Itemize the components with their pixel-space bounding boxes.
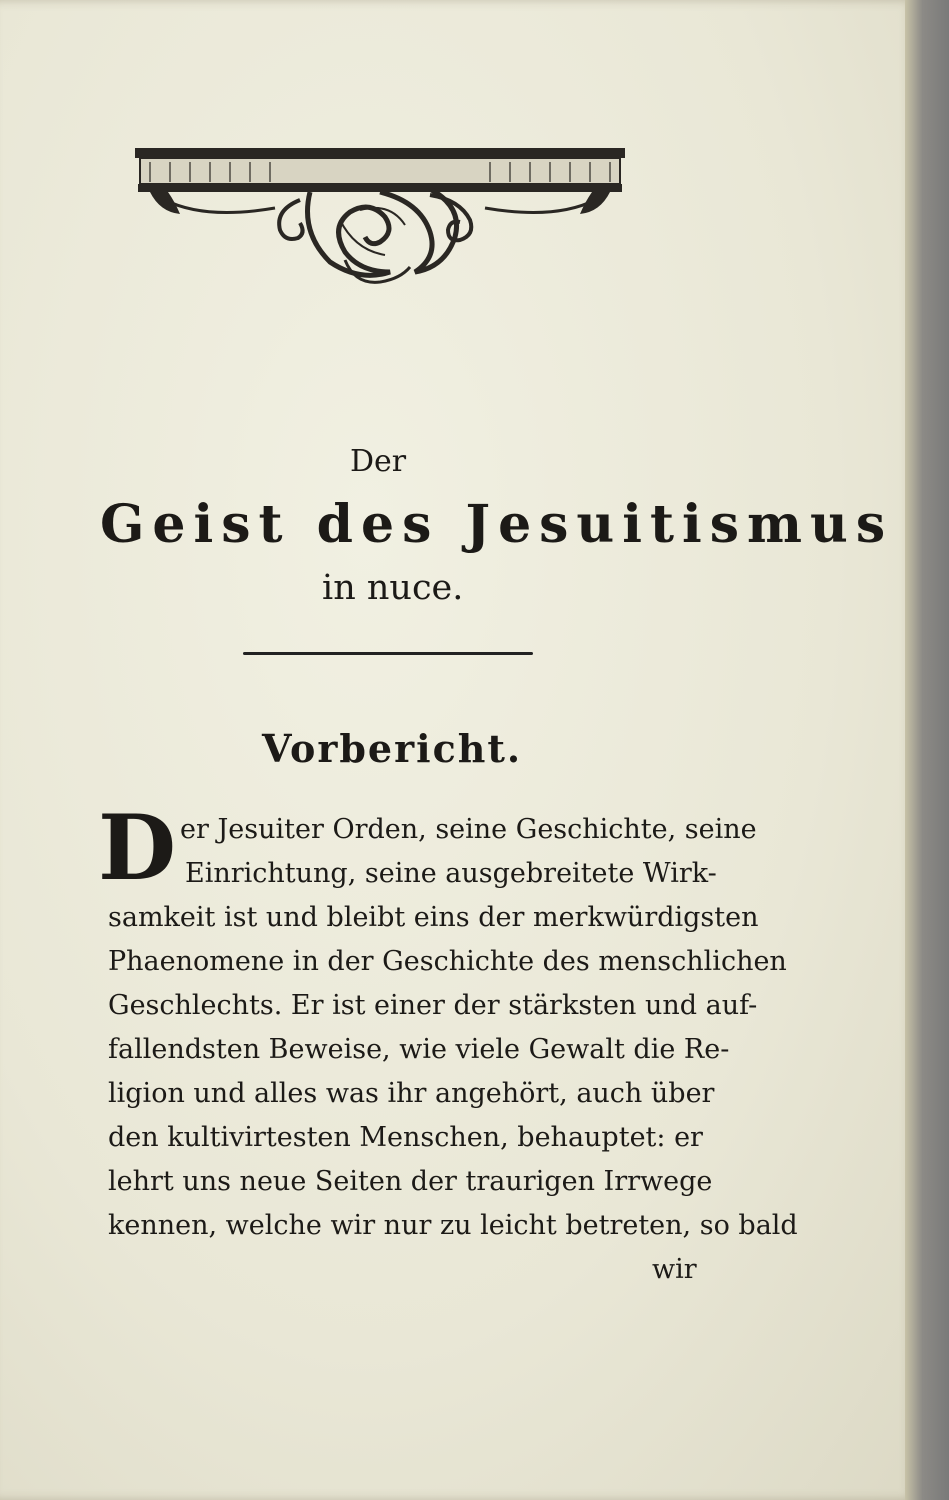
- text-line: ligion und alles was ihr angehört, auch über: [108, 1078, 715, 1109]
- text-line: fallendsten Beweise, wie viele Gewalt die Re-: [108, 1034, 730, 1065]
- text-line: kennen, welche wir nur zu leicht betreten, so bald: [108, 1210, 798, 1241]
- text-line: Geschlechts. Er ist einer der stärksten und auf-: [108, 990, 758, 1021]
- text-line: Einrichtung, seine ausgebreitete Wirk-: [185, 858, 717, 889]
- text-line: lehrt uns neue Seiten der traurigen Irrwege: [108, 1166, 713, 1197]
- title-rule-divider: [243, 652, 533, 655]
- drop-capital: D: [98, 795, 177, 901]
- title-prefix: Der: [350, 444, 407, 479]
- text-line: samkeit ist und bleibt eins der merkwürdigsten: [108, 902, 759, 933]
- page-edge: [905, 0, 949, 1500]
- catchword: wir: [652, 1254, 697, 1285]
- text-line: den kultivirtesten Menschen, behauptet: er: [108, 1122, 703, 1153]
- section-heading: Vorbericht.: [262, 726, 523, 771]
- text-line: er Jesuiter Orden, seine Geschichte, seine: [180, 814, 757, 845]
- page-subtitle: in nuce.: [322, 568, 464, 608]
- headpiece-ornament-icon: [130, 140, 630, 290]
- page-title: Geist des Jesuitismus: [100, 494, 894, 555]
- text-line: Phaenomene in der Geschichte des menschlichen: [108, 946, 787, 977]
